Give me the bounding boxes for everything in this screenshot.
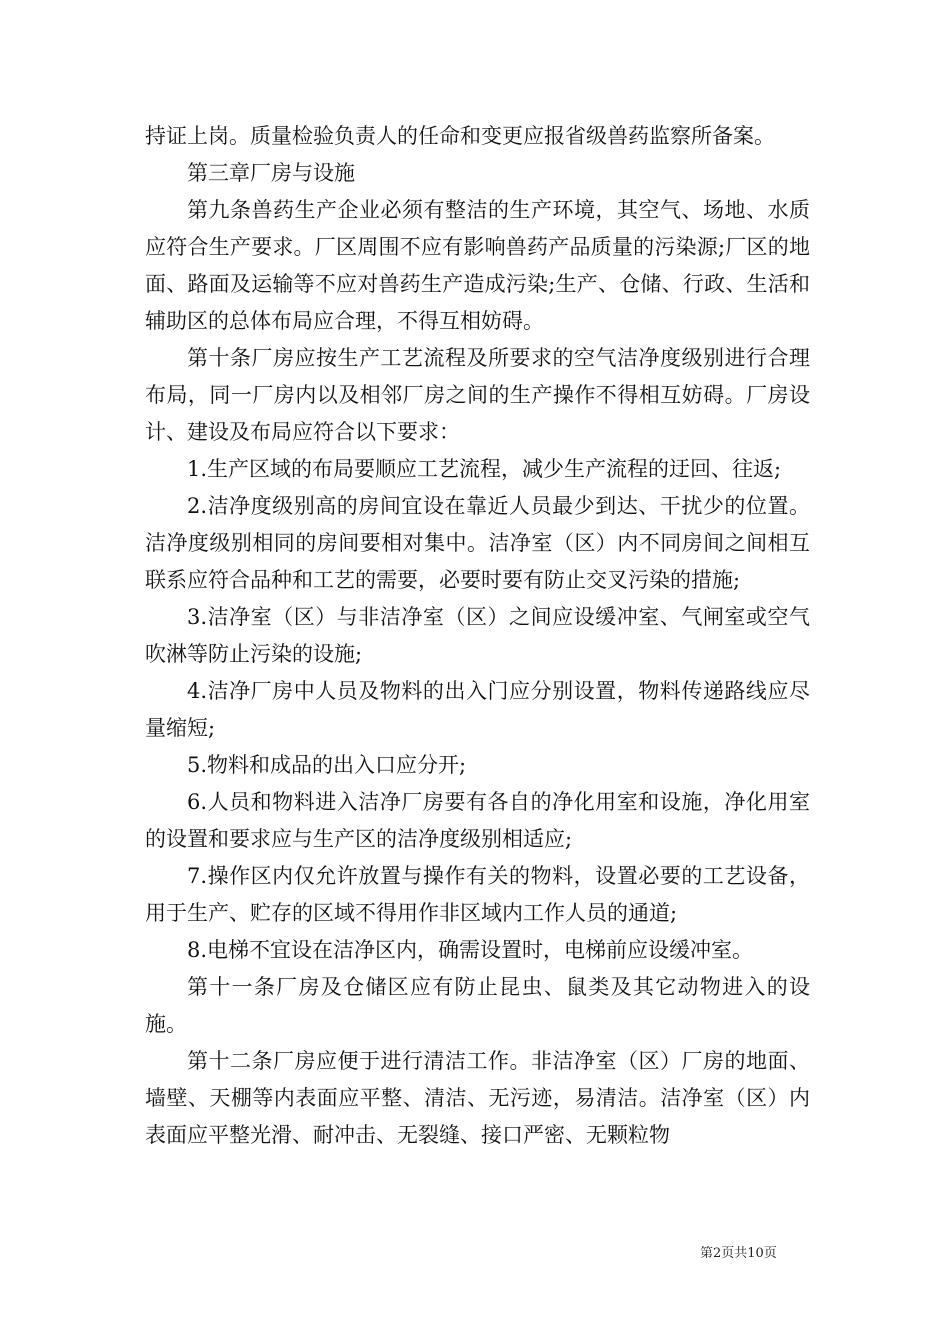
list-item-7: 7.操作区内仅允许放置与操作有关的物料，设置必要的工艺设备，用于生产、贮存的区域不得用作非区域内工作人员的通道; bbox=[145, 864, 810, 925]
list-item-6: 6.人员和物料进入洁净厂房要有各自的净化用室和设施，净化用室的设置和要求应与生产区的洁净度级别相适应; bbox=[145, 790, 810, 851]
list-item-8: 8.电梯不宜设在洁净区内，确需设置时，电梯前应设缓冲室。 bbox=[187, 938, 754, 962]
article-10: 第十条厂房应按生产工艺流程及所要求的空气洁净度级别进行合理布局，同一厂房内以及相邻厂房之间的生产操作不得相互妨碍。厂房设计、建设及布局应符合以下要求： bbox=[145, 346, 810, 444]
article-11: 第十一条厂房及仓储区应有防止昆虫、鼠类及其它动物进入的设施。 bbox=[145, 975, 810, 1036]
article-12: 第十二条厂房应便于进行清洁工作。非洁净室（区）厂房的地面、墙壁、天棚等内表面应平整、清洁、无污迹，易清洁。洁净室（区）内表面应平整光滑、耐冲击、无裂缝、接口严密、无颗粒物 bbox=[145, 1049, 810, 1147]
list-item-4: 4.洁净厂房中人员及物料的出入门应分别设置，物料传递路线应尽量缩短; bbox=[145, 679, 810, 740]
paragraph-continuation: 持证上岗。质量检验负责人的任命和变更应报省级兽药监察所备案。 bbox=[145, 124, 775, 148]
chapter-heading: 第三章厂房与设施 bbox=[187, 161, 355, 185]
list-item-5: 5.物料和成品的出入口应分开; bbox=[187, 753, 467, 777]
body-text bbox=[145, 118, 810, 1154]
list-item-1: 1.生产区域的布局要顺应工艺流程，减少生产流程的迂回、往返; bbox=[187, 457, 782, 481]
page-number-footer: 第2页共10页 bbox=[700, 1246, 777, 1261]
list-item-2: 2.洁净度级别高的房间宜设在靠近人员最少到达、干扰少的位置。洁净度级别相同的房间要相对集中。洁净室（区）内不同房间之间相互联系应符合品种和工艺的需要，必要时要有防止交叉污染的措施; bbox=[145, 494, 810, 592]
article-9: 第九条兽药生产企业必须有整洁的生产环境，其空气、场地、水质应符合生产要求。厂区周围不应有影响兽药产品质量的污染源;厂区的地面、路面及运输等不应对兽药生产造成污染;生产、仓储、行政、生活和辅助区的总体布局应合理，不得互相妨碍。 bbox=[145, 198, 810, 333]
list-item-3: 3.洁净室（区）与非洁净室（区）之间应设缓冲室、气闸室或空气吹淋等防止污染的设施; bbox=[145, 605, 810, 666]
